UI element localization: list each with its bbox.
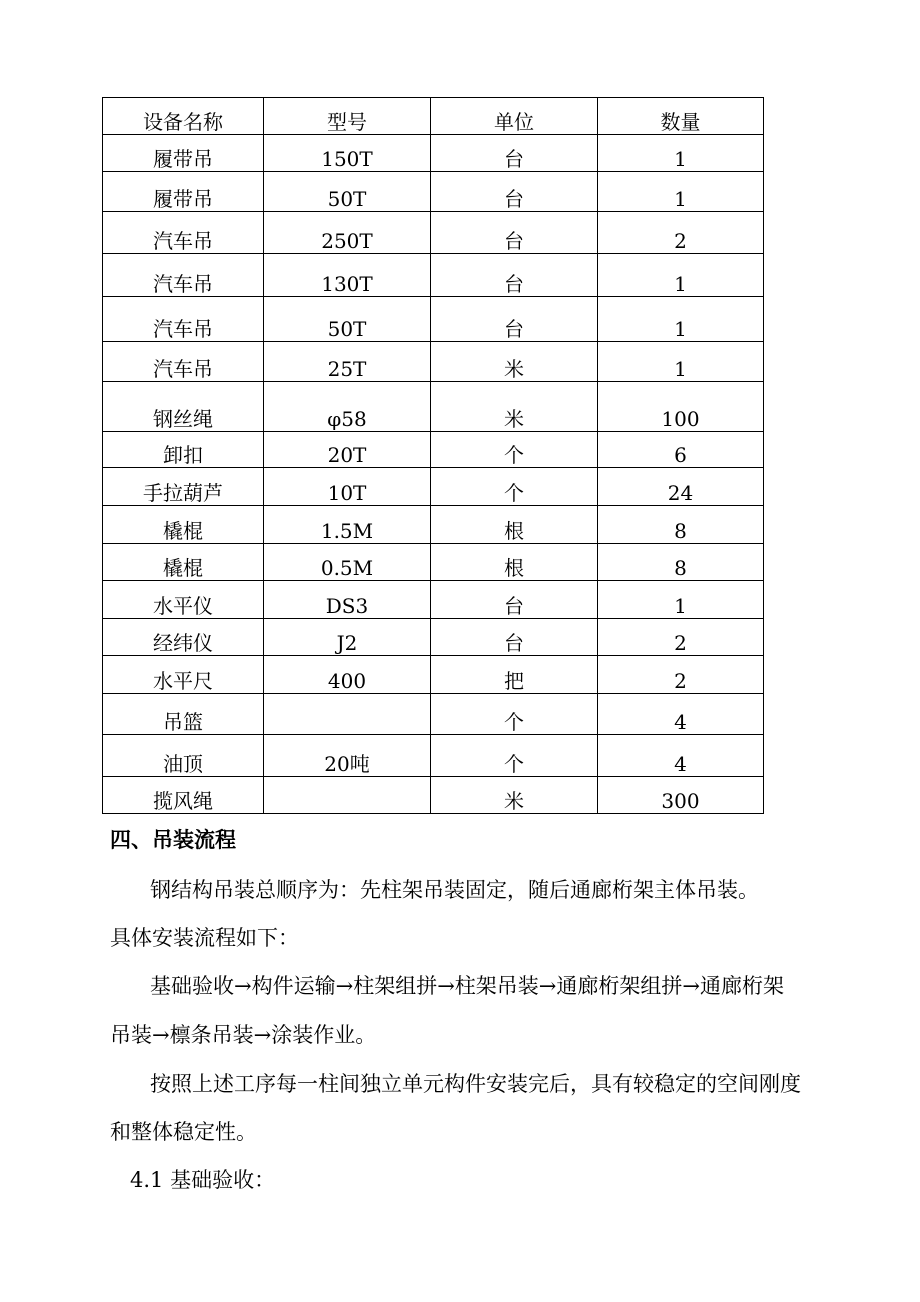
paragraph-intro: 具体安装流程如下： <box>110 926 299 950</box>
cell-qty: 1 <box>598 581 764 619</box>
equipment-table-body <box>103 98 764 814</box>
cell-model: 20吨 <box>264 735 431 777</box>
cell-unit: 个 <box>431 694 598 735</box>
cell-unit: 米 <box>431 342 598 382</box>
cell-qty: 2 <box>598 656 764 694</box>
table-row <box>103 342 764 382</box>
cell-name: 经纬仪 <box>103 619 264 656</box>
cell-unit: 台 <box>431 297 598 342</box>
cell-qty: 100 <box>598 382 764 432</box>
cell-name: 履带吊 <box>103 172 264 212</box>
cell-qty: 1 <box>598 172 764 212</box>
paragraph-flow-line2: 吊装→檩条吊装→涂装作业。 <box>110 1023 377 1047</box>
cell-model: 400 <box>264 656 431 694</box>
cell-model: DS3 <box>264 581 431 619</box>
cell-model: 20T <box>264 432 431 468</box>
header-cell-model: 型号 <box>264 98 431 135</box>
cell-name: 履带吊 <box>103 135 264 172</box>
cell-model: 130T <box>264 254 431 297</box>
table-row <box>103 254 764 297</box>
cell-name: 揽风绳 <box>103 777 264 814</box>
cell-model: 0.5M <box>264 544 431 581</box>
table-row <box>103 297 764 342</box>
subsection-title: 4.1 基础验收： <box>130 1168 276 1192</box>
table-row <box>103 172 764 212</box>
cell-unit: 台 <box>431 254 598 297</box>
paragraph-stability-line1: 按照上述工序每一柱间独立单元构件安装完后，具有较稳定的空间刚度 <box>150 1072 801 1096</box>
cell-qty: 2 <box>598 619 764 656</box>
cell-qty: 1 <box>598 297 764 342</box>
table-row <box>103 735 764 777</box>
cell-unit: 个 <box>431 432 598 468</box>
cell-name: 橇棍 <box>103 506 264 544</box>
table-row <box>103 581 764 619</box>
cell-name: 橇棍 <box>103 544 264 581</box>
cell-model <box>264 694 431 735</box>
cell-model: 150T <box>264 135 431 172</box>
cell-name: 油顶 <box>103 735 264 777</box>
cell-name: 汽车吊 <box>103 342 264 382</box>
cell-qty: 8 <box>598 506 764 544</box>
table-row <box>103 777 764 814</box>
header-cell-qty: 数量 <box>598 98 764 135</box>
cell-unit: 台 <box>431 212 598 254</box>
cell-name: 手拉葫芦 <box>103 468 264 506</box>
cell-qty: 2 <box>598 212 764 254</box>
cell-name: 钢丝绳 <box>103 382 264 432</box>
cell-name: 吊篮 <box>103 694 264 735</box>
cell-name: 汽车吊 <box>103 297 264 342</box>
table-row <box>103 432 764 468</box>
table-row <box>103 506 764 544</box>
cell-unit: 台 <box>431 581 598 619</box>
cell-model: 10T <box>264 468 431 506</box>
cell-unit: 台 <box>431 619 598 656</box>
cell-model: J2 <box>264 619 431 656</box>
cell-unit: 个 <box>431 468 598 506</box>
header-cell-name: 设备名称 <box>103 98 264 135</box>
cell-qty: 300 <box>598 777 764 814</box>
table-row <box>103 468 764 506</box>
table-row <box>103 212 764 254</box>
cell-unit: 把 <box>431 656 598 694</box>
cell-model: 50T <box>264 172 431 212</box>
paragraph-flow-line1: 基础验收→构件运输→柱架组拼→柱架吊装→通廊桁架组拼→通廊桁架 <box>150 974 784 998</box>
cell-qty: 6 <box>598 432 764 468</box>
cell-qty: 1 <box>598 254 764 297</box>
cell-qty: 1 <box>598 135 764 172</box>
cell-model: 1.5M <box>264 506 431 544</box>
cell-unit: 台 <box>431 135 598 172</box>
table-row <box>103 694 764 735</box>
paragraph-order: 钢结构吊装总顺序为：先柱架吊装固定，随后通廊桁架主体吊装。 <box>150 878 759 902</box>
equipment-table <box>102 97 764 814</box>
table-row <box>103 619 764 656</box>
cell-unit: 米 <box>431 777 598 814</box>
cell-qty: 4 <box>598 735 764 777</box>
table-row <box>103 544 764 581</box>
paragraph-stability-line2: 和整体稳定性。 <box>110 1120 257 1144</box>
table-row <box>103 382 764 432</box>
table-row <box>103 656 764 694</box>
cell-qty: 1 <box>598 342 764 382</box>
cell-model: 25T <box>264 342 431 382</box>
cell-unit: 台 <box>431 172 598 212</box>
section-title: 四、吊装流程 <box>110 828 236 852</box>
cell-name: 水平仪 <box>103 581 264 619</box>
cell-model: 250T <box>264 212 431 254</box>
cell-unit: 米 <box>431 382 598 432</box>
cell-qty: 8 <box>598 544 764 581</box>
table-row <box>103 135 764 172</box>
cell-model: φ58 <box>264 382 431 432</box>
cell-name: 汽车吊 <box>103 212 264 254</box>
table-header-row <box>103 98 764 135</box>
cell-name: 卸扣 <box>103 432 264 468</box>
cell-model: 50T <box>264 297 431 342</box>
cell-qty: 4 <box>598 694 764 735</box>
cell-qty: 24 <box>598 468 764 506</box>
cell-name: 水平尺 <box>103 656 264 694</box>
cell-model <box>264 777 431 814</box>
header-cell-unit: 单位 <box>431 98 598 135</box>
cell-unit: 个 <box>431 735 598 777</box>
cell-unit: 根 <box>431 506 598 544</box>
cell-name: 汽车吊 <box>103 254 264 297</box>
cell-unit: 根 <box>431 544 598 581</box>
